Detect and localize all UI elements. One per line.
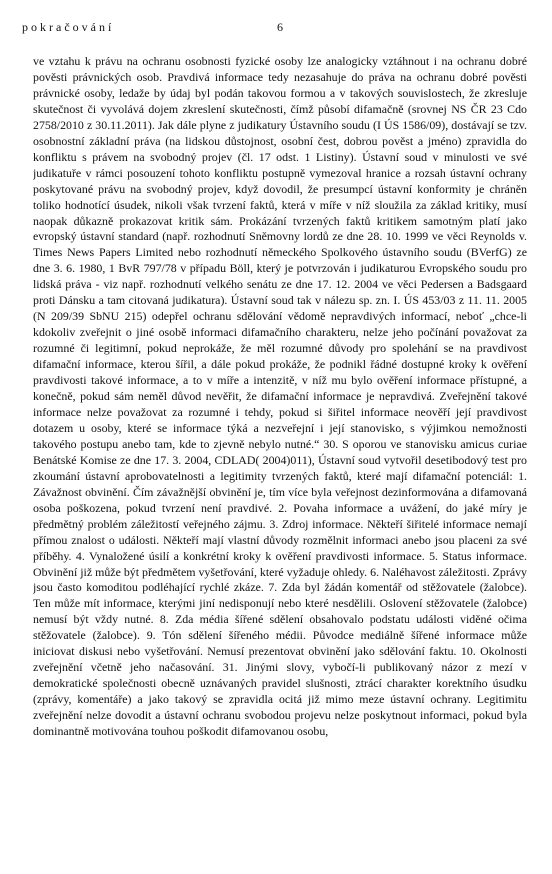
continuation-label: pokračování [22, 20, 115, 34]
page-number: 6 [277, 20, 283, 34]
body-paragraph: ve vztahu k právu na ochranu osobnosti fyzické osoby lze analogicky vztáhnout i na ochranu dobré pověsti právnických osob. Pravdivá informace tedy nezasahuje do práva na ochranu dobré pověsti právnické osoby, ledaže by údaj byl podán takovou formou a v takových souvislostech, že zkresluje skutečnost či vyvolává dojem zkreslení skutečnosti, čímž působí difamačně (srovnej NS ČR 23 Cdo 2758/2010 z 30.11.2011). Jak dále plyne z judikatury Ústavního soudu (I ÚS 1586/09), dostávají se tzv. osobnostní základní práva (na lidskou důstojnost, osobní čest, dobrou pověst a jméno) zpravidla do konfliktu s právem na svobodný projev (čl. 17 odst. 1 Listiny). Ústavní soud v minulosti ve své judikatuře v rámci posouzení tohoto konfliktu postupně vymezoval hranice a rozsah ústavní ochrany poskytované právu na svobodný projev, když dovodil, že presumpcí ústavní konformity je chráněn toliko hodnotící úsudek, nikoli však tvrzení faktů, která v míře v níž sloužila za základ kritiky, musí naopak důkazně prokazovat kritik sám. Prokázání tvrzených faktů kritikem samotným platí jako evropský ústavní standard (např. rozhodnutí Sněmovny lordů ze dne 28. 10. 1999 ve věci Reynolds v. Times News Papers Limited nebo rozhodnutí německého Spolkového ústavního soudu (BVerfG) ze dne 3. 6. 1980, 1 BvR 797/78 v případu Böll, který je potvrzován i judikaturou Evropského soudu pro lidská práva - viz např. rozhodnutí velkého senátu ze dne 17. 12. 2004 ve věci Pedersen a Badsgaard proti Dánsku a tam citovaná judikatura). Ústavní soud tak v nálezu sp. zn. I. ÚS 453/03 z 11. 11. 2005 (N 209/39 SbNU 215) odepřel ochranu sdělování vědomě nepravdivých informací, neboť „chce-li kdokoliv zveřejnit o jiné osobě informaci difamačního charakteru, nelze jeho počínání považovat za rozumné či legitimní, pokud neprokáže, že měl rozumné důvody pro spolehání se na pravdivost difamační informace, kterou šířil, a dále pokud prokáže, že podnikl řádné dostupné kroky k ověření pravdivosti takové informace, a to v míře a intenzitě, v níž mu bylo ověření informace přístupné, a konečně, pokud sám neměl důvod nevěřit, že difamační informace je nepravdivá. Zveřejnění takové informace nelze považovat za rozumné i tehdy, pokud si šiřitel informace neověří její pravdivost dotazem u osoby, které se informace týká a nezveřejní i její stanovisko, s výjimkou nemožnosti takového postupu anebo tam, kde to zjevně nebylo nutné.“ 30. S oporou ve stanovisku amicus curiae Benátské Komise ze dne 17. 3. 2004, CDLAD( 2004)011), Ústavní soud vytvořil desetibodový test pro zkoumání ústavní aprobovatelnosti a legitimity tvrzených faktů, které mají difamační potenciál: 1. Závažnost obvinění. Čím závažnější obvinění je, tím více byla veřejnost dezinformována a difamovaná osoba poškozena, pokud tvrzení není pravdivé. 2. Povaha informace a uvážení, do jaké míry je předmětný problém záležitostí veřejného zájmu. 3. Zdroj informace. Někteří šiřitelé informace nemají přímou znalost o události. Někteří mají vlastní důvody rozmělnit informaci anebo jsou placeni za své příběhy. 4. Vynaložené úsilí a konkrétní kroky k ověření pravdivosti informace. 5. Status informace. Obvinění již může být předmětem vyšetřování, které vyžaduje ohledy. 6. Naléhavost záležitosti. Zprávy jsou často komoditou podléhající rychlé zkáze. 7. Zda byl žádán komentář od stěžovatele (žalobce). Ten může mít informace, kterými jiní nedisponují nebo které nesdělili. Oslovení stěžovatele (žalobce) nemusí být vždy nutné. 8. Zda média šířené sdělení obsahovalo podstatu události viděné očima stěžovatele (žalobce). 9. Tón sdělení šířeného médii. Původce mediálně šířené informace může iniciovat diskusi nebo vyšetřování. Nemusí prezentovat obvinění jako sdělování faktu. 10. Okolnosti zveřejnění včetně jeho načasování. 31. Jinými slovy, vybočí-li publikovaný názor z mezí v demokratické společnosti obecně uznávaných pravidel slušnosti, ztrácí charakter korektního úsudku (zprávy, komentáře) a jako takový se zpravidla ocitá již mimo meze ústavní ochrany. Legitimitu zveřejnění nelze dovodit a ústavní ochranu svobodou projevu nelze poskytnout informaci, pokud byla dominantně motivována touhou poškodit difamovanou osobu, [33, 54, 527, 739]
page-header [22, 20, 542, 40]
